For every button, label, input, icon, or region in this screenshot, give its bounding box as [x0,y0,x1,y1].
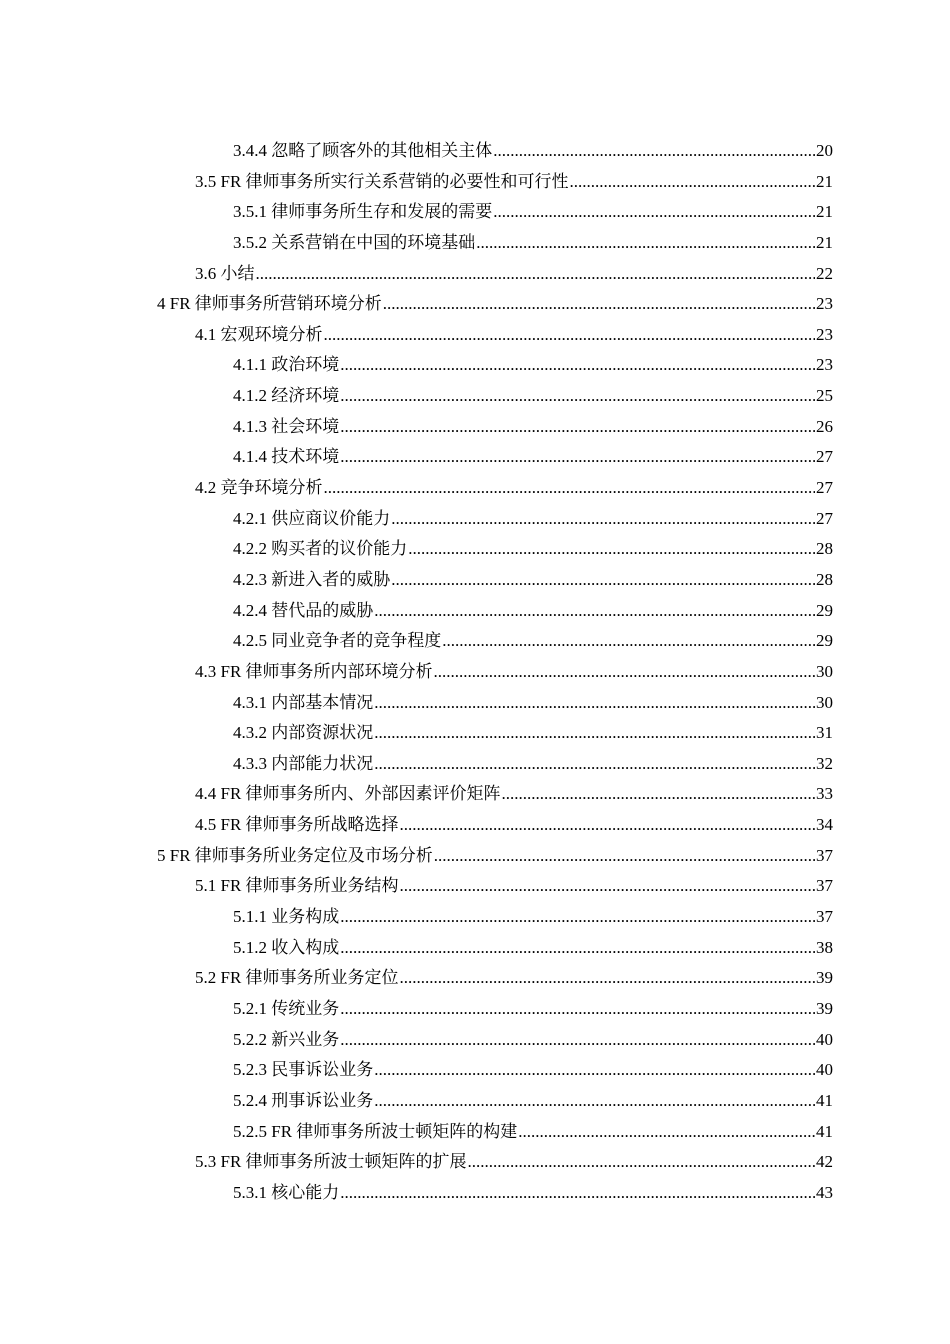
toc-entry-title: 5.1.2 收入构成 [233,937,340,957]
toc-entry-title: 4.2.2 购买者的议价能力 [233,539,408,559]
toc-dot-leader [374,749,815,780]
toc-dot-leader [340,902,815,933]
toc-entry-page-number: 30 [816,661,833,681]
toc-dot-leader [374,596,815,627]
toc-dot-leader [476,228,815,259]
toc-entry[interactable] [0,167,950,198]
toc-entry-title: 4.1.3 社会环境 [233,416,340,436]
toc-entry[interactable] [0,350,950,381]
toc-entry-line [233,1055,833,1086]
toc-entry-line [233,902,833,933]
toc-entry-page-number: 33 [816,784,833,804]
toc-entry[interactable] [0,197,950,228]
toc-entry-line [195,1147,833,1178]
toc-entry-line [233,749,833,780]
toc-dot-leader [374,718,815,749]
toc-dot-leader [434,841,815,872]
toc-entry[interactable] [0,381,950,412]
toc-dot-leader [340,412,815,443]
toc-entry-page-number: 25 [816,386,833,406]
toc-entry-title: 5.2.4 刑事诉讼业务 [233,1090,374,1110]
toc-entry-title: 4.2 竞争环境分析 [195,478,323,498]
toc-entry-line [233,1117,833,1148]
toc-entry-line [157,841,833,872]
toc-entry-title: 5.2.5 FR 律师事务所波士顿矩阵的构建 [233,1121,518,1141]
toc-entry-title: 4.2.1 供应商议价能力 [233,508,391,528]
toc-entry-line [157,289,833,320]
toc-entry-page-number: 21 [816,171,833,191]
toc-dot-leader [324,320,816,351]
toc-entry-page-number: 43 [816,1182,833,1202]
toc-entry-title: 3.5.2 关系营销在中国的环境基础 [233,232,476,252]
toc-dot-leader [442,626,815,657]
toc-entry-line [233,381,833,412]
toc-entry-page-number: 27 [816,447,833,467]
toc-entry-line [195,473,833,504]
toc-dot-leader [383,289,815,320]
toc-entry[interactable] [0,657,950,688]
toc-entry[interactable] [0,626,950,657]
toc-entry-title: 4.2.5 同业竞争者的竞争程度 [233,631,442,651]
toc-entry-line [233,1025,833,1056]
toc-dot-leader [340,994,815,1025]
toc-entry-line [233,504,833,535]
toc-entry-page-number: 21 [816,202,833,222]
toc-entry-page-number: 22 [816,263,833,283]
toc-entry-line [233,718,833,749]
toc-entry-line [195,963,833,994]
toc-entry[interactable] [0,534,950,565]
toc-entry-title: 5.3 FR 律师事务所波士顿矩阵的扩展 [195,1152,467,1172]
toc-entry-page-number: 41 [816,1090,833,1110]
toc-dot-leader [340,442,815,473]
toc-entry-title: 5.2.1 传统业务 [233,998,340,1018]
toc-entry[interactable] [0,718,950,749]
toc-dot-leader [468,1147,815,1178]
toc-entry[interactable] [0,136,950,167]
toc-entry-line [233,228,833,259]
toc-entry[interactable] [0,1025,950,1056]
toc-entry[interactable] [0,1147,950,1178]
toc-dot-leader [374,1055,815,1086]
toc-entry[interactable] [0,749,950,780]
toc-dot-leader [340,350,815,381]
toc-entry-title: 5.1 FR 律师事务所业务结构 [195,876,399,896]
toc-dot-leader [493,136,815,167]
toc-entry-page-number: 38 [816,937,833,957]
toc-dot-leader [502,779,815,810]
toc-entry-title: 4.3 FR 律师事务所内部环境分析 [195,661,433,681]
toc-entry-page-number: 42 [816,1152,833,1172]
toc-entry-title: 4.1.1 政治环境 [233,355,340,375]
toc-entry[interactable] [0,504,950,535]
toc-entry-line [195,259,833,290]
toc-dot-leader [493,197,815,228]
toc-entry-page-number: 37 [816,845,833,865]
toc-entry[interactable] [0,565,950,596]
toc-entry-line [233,534,833,565]
toc-entry[interactable] [0,1178,950,1209]
toc-entry-line [195,657,833,688]
toc-entry-page-number: 28 [816,569,833,589]
toc-entry-page-number: 30 [816,692,833,712]
toc-entry-page-number: 21 [816,232,833,252]
toc-entry-page-number: 40 [816,1029,833,1049]
toc-entry-page-number: 40 [816,1060,833,1080]
toc-entry-title: 5.2 FR 律师事务所业务定位 [195,968,399,988]
toc-entry-line [195,779,833,810]
toc-dot-leader [400,871,815,902]
toc-entry-line [195,320,833,351]
toc-entry-page-number: 39 [816,998,833,1018]
toc-entry-line [233,136,833,167]
toc-entry[interactable] [0,228,950,259]
toc-entry[interactable] [0,963,950,994]
toc-entry-page-number: 27 [816,478,833,498]
toc-entry[interactable] [0,1117,950,1148]
toc-entry-line [195,871,833,902]
toc-entry-line [195,167,833,198]
toc-entry[interactable] [0,933,950,964]
toc-entry[interactable] [0,994,950,1025]
toc-entry[interactable] [0,902,950,933]
toc-entry-page-number: 27 [816,508,833,528]
toc-entry[interactable] [0,1086,950,1117]
toc-entry-line [233,596,833,627]
toc-dot-leader [374,1086,815,1117]
toc-entry-title: 4.1.2 经济环境 [233,386,340,406]
toc-entry-title: 4.4 FR 律师事务所内、外部因素评价矩阵 [195,784,501,804]
toc-entry[interactable] [0,473,950,504]
toc-entry-page-number: 39 [816,968,833,988]
toc-entry-page-number: 34 [816,815,833,835]
toc-entry-title: 5.2.3 民事诉讼业务 [233,1060,374,1080]
toc-entry-page-number: 37 [816,907,833,927]
toc-entry-line [233,688,833,719]
toc-entry[interactable] [0,779,950,810]
toc-entry-title: 3.5.1 律师事务所生存和发展的需要 [233,202,493,222]
toc-entry-title: 5.3.1 核心能力 [233,1182,340,1202]
toc-entry[interactable] [0,442,950,473]
toc-dot-leader [256,259,816,290]
toc-entry-page-number: 26 [816,416,833,436]
toc-entry-page-number: 20 [816,141,833,160]
toc-entry[interactable] [0,289,950,320]
toc-dot-leader [340,933,815,964]
toc-entry-page-number: 37 [816,876,833,896]
toc-dot-leader [434,657,815,688]
toc-entry-line [195,810,833,841]
toc-entry-title: 4.3.3 内部能力状况 [233,753,374,773]
toc-dot-leader [340,1178,815,1209]
toc-entry-page-number: 41 [816,1121,833,1141]
toc-entry-title: 3.6 小结 [195,263,255,283]
toc-entry-page-number: 23 [816,324,833,344]
toc-entry-page-number: 32 [816,753,833,773]
toc-entry-page-number: 31 [816,723,833,743]
toc-entry-title: 4.2.4 替代品的威胁 [233,600,374,620]
toc-entry[interactable] [0,259,950,290]
toc-entry[interactable] [0,688,950,719]
toc-entry-title: 4.3.1 内部基本情况 [233,692,374,712]
toc-entry-page-number: 23 [816,294,833,314]
toc-dot-leader [518,1117,815,1148]
toc-dot-leader [400,810,815,841]
toc-entry-title: 4 FR 律师事务所营销环境分析 [157,294,382,314]
toc-entry-line [233,442,833,473]
toc-entry-line [233,994,833,1025]
toc-entry-line [233,412,833,443]
toc-entry-page-number: 23 [816,355,833,375]
toc-entry[interactable] [0,596,950,627]
toc-entry-line [233,1086,833,1117]
toc-entry-title: 4.2.3 新进入者的威胁 [233,569,391,589]
toc-dot-leader [400,963,815,994]
toc-dot-leader [340,381,815,412]
toc-entry[interactable] [0,810,950,841]
toc-entry-line [233,350,833,381]
toc-entry-title: 4.1 宏观环境分析 [195,324,323,344]
toc-entry[interactable] [0,320,950,351]
toc-entry-title: 3.5 FR 律师事务所实行关系营销的必要性和可行性 [195,171,569,191]
toc-entry-page-number: 29 [816,600,833,620]
toc-entry-title: 4.5 FR 律师事务所战略选择 [195,815,399,835]
toc-dot-leader [340,1025,815,1056]
toc-entry[interactable] [0,871,950,902]
toc-entry-line [233,1178,833,1209]
toc-dot-leader [391,565,815,596]
toc-entry-title: 5.2.2 新兴业务 [233,1029,340,1049]
toc-dot-leader [391,504,815,535]
toc-dot-leader [374,688,815,719]
toc-dot-leader [324,473,816,504]
table-of-contents [0,136,950,1208]
toc-entry-line [233,933,833,964]
toc-entry-line [233,565,833,596]
toc-entry-title: 5 FR 律师事务所业务定位及市场分析 [157,845,433,865]
toc-entry-title: 5.1.1 业务构成 [233,907,340,927]
toc-entry-title: 4.3.2 内部资源状况 [233,723,374,743]
toc-entry-line [233,197,833,228]
toc-entry-page-number: 28 [816,539,833,559]
toc-entry-line [233,626,833,657]
toc-entry-title: 3.4.4 忽略了顾客外的其他相关主体 [233,141,493,160]
toc-entry[interactable] [0,841,950,872]
toc-dot-leader [408,534,815,565]
toc-entry-title: 4.1.4 技术环境 [233,447,340,467]
toc-dot-leader [570,167,815,198]
toc-entry[interactable] [0,412,950,443]
toc-entry-page-number: 29 [816,631,833,651]
toc-entry[interactable] [0,1055,950,1086]
